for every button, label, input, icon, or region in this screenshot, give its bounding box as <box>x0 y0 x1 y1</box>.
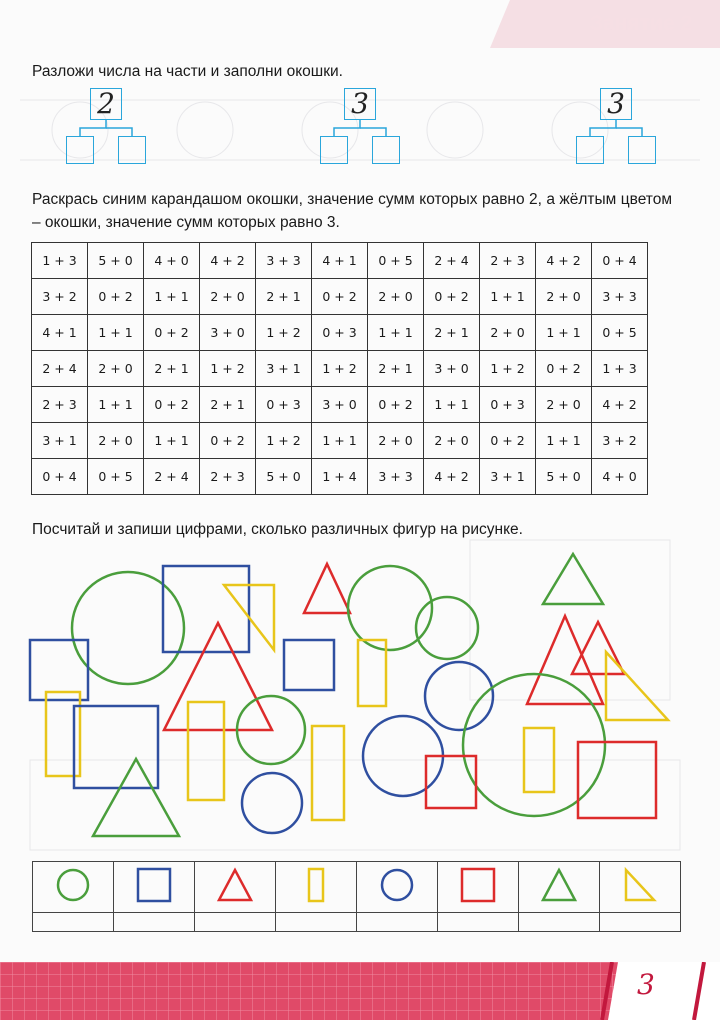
sum-cell[interactable]: 4 + 2 <box>592 387 648 423</box>
yellow-triangle-icon <box>620 867 660 903</box>
sums-row <box>32 423 648 459</box>
sums-table <box>31 242 648 495</box>
green-triangle <box>93 759 179 836</box>
sum-cell[interactable]: 2 + 3 <box>480 243 536 279</box>
sum-cell[interactable]: 1 + 2 <box>480 351 536 387</box>
sum-cell[interactable]: 0 + 2 <box>368 387 424 423</box>
number-box: 2 <box>90 88 122 120</box>
sum-cell[interactable]: 1 + 1 <box>536 423 592 459</box>
answer-cell[interactable] <box>276 913 357 932</box>
sum-cell[interactable]: 0 + 2 <box>536 351 592 387</box>
sum-cell[interactable]: 0 + 3 <box>480 387 536 423</box>
sum-cell[interactable]: 4 + 1 <box>312 243 368 279</box>
yellow-rectangle <box>524 728 554 792</box>
sum-cell[interactable]: 2 + 0 <box>88 423 144 459</box>
lesson-title: Занятие 2 <box>590 12 693 35</box>
answer-cell[interactable] <box>357 913 438 932</box>
sums-row <box>32 387 648 423</box>
number-tree-1 <box>66 88 146 166</box>
sum-cell[interactable]: 0 + 3 <box>256 387 312 423</box>
sum-cell[interactable]: 5 + 0 <box>256 459 312 495</box>
sum-cell[interactable]: 4 + 1 <box>32 315 88 351</box>
sum-cell[interactable]: 3 + 2 <box>32 279 88 315</box>
sum-cell[interactable]: 3 + 0 <box>312 387 368 423</box>
legend-cell <box>600 862 681 913</box>
sum-cell[interactable]: 3 + 0 <box>200 315 256 351</box>
sum-cell[interactable]: 2 + 1 <box>424 315 480 351</box>
task2-instruction: Раскрась синим карандашом окошки, значение сумм которых равно 2, а жёлтым цветом – окошки, значение сумм которых равно 3. <box>32 191 672 231</box>
answer-cell[interactable] <box>33 913 114 932</box>
sum-cell[interactable]: 1 + 2 <box>312 351 368 387</box>
red-triangle <box>527 616 603 704</box>
green-circle <box>348 566 432 650</box>
legend-cell <box>195 862 276 913</box>
sum-cell[interactable]: 4 + 0 <box>144 243 200 279</box>
sum-cell[interactable]: 2 + 0 <box>88 351 144 387</box>
sum-cell[interactable]: 1 + 2 <box>200 351 256 387</box>
sum-cell[interactable]: 0 + 4 <box>32 459 88 495</box>
sum-cell[interactable]: 2 + 1 <box>144 351 200 387</box>
sum-cell[interactable]: 3 + 1 <box>32 423 88 459</box>
sum-cell[interactable]: 1 + 1 <box>144 279 200 315</box>
sum-cell[interactable]: 1 + 1 <box>368 315 424 351</box>
sum-cell[interactable]: 5 + 0 <box>88 243 144 279</box>
sum-cell[interactable]: 1 + 1 <box>144 423 200 459</box>
footer-band <box>0 962 720 1020</box>
count-table <box>32 861 681 932</box>
blue-square-icon <box>134 867 174 903</box>
yellow-rectangle <box>188 702 224 800</box>
sum-cell[interactable]: 1 + 1 <box>536 315 592 351</box>
sum-cell[interactable]: 0 + 2 <box>88 279 144 315</box>
sum-cell[interactable]: 0 + 2 <box>200 423 256 459</box>
sum-cell[interactable]: 0 + 2 <box>312 279 368 315</box>
sum-cell[interactable]: 1 + 3 <box>32 243 88 279</box>
sums-row <box>32 243 648 279</box>
legend-cell <box>33 862 114 913</box>
sum-cell[interactable]: 5 + 0 <box>536 459 592 495</box>
sum-cell[interactable]: 3 + 0 <box>424 351 480 387</box>
sum-cell[interactable]: 4 + 0 <box>592 459 648 495</box>
sum-cell[interactable]: 2 + 0 <box>368 279 424 315</box>
blue-square <box>284 640 334 690</box>
answer-box[interactable] <box>372 136 400 164</box>
sums-row <box>32 315 648 351</box>
sum-cell[interactable]: 1 + 2 <box>256 423 312 459</box>
answer-cell[interactable] <box>114 913 195 932</box>
sum-cell[interactable]: 2 + 4 <box>424 243 480 279</box>
answer-box[interactable] <box>628 136 656 164</box>
number-tree-2 <box>320 88 400 166</box>
red-triangle <box>164 623 272 730</box>
number-box: 3 <box>344 88 376 120</box>
legend-cell <box>519 862 600 913</box>
answer-box[interactable] <box>320 136 348 164</box>
blue-square <box>163 566 249 652</box>
sum-cell[interactable]: 2 + 0 <box>536 387 592 423</box>
sums-row <box>32 351 648 387</box>
blue-circle-icon <box>377 867 417 903</box>
sum-cell[interactable]: 4 + 2 <box>200 243 256 279</box>
sum-cell[interactable]: 0 + 5 <box>592 315 648 351</box>
answer-cell[interactable] <box>519 913 600 932</box>
sum-cell[interactable]: 3 + 3 <box>256 243 312 279</box>
green-circle-icon <box>53 867 93 903</box>
yellow-rectangle <box>312 726 344 820</box>
sum-cell[interactable]: 1 + 2 <box>256 315 312 351</box>
sum-cell[interactable]: 0 + 2 <box>424 279 480 315</box>
shapes-picture <box>0 540 720 850</box>
answer-box[interactable] <box>66 136 94 164</box>
legend-cell <box>114 862 195 913</box>
sum-cell[interactable]: 0 + 4 <box>592 243 648 279</box>
sum-cell[interactable]: 2 + 1 <box>368 351 424 387</box>
answer-box[interactable] <box>576 136 604 164</box>
sum-cell[interactable]: 4 + 2 <box>424 459 480 495</box>
sum-cell[interactable]: 0 + 3 <box>312 315 368 351</box>
yellow-rectangle-icon <box>296 867 336 903</box>
legend-cell <box>438 862 519 913</box>
sum-cell[interactable]: 0 + 5 <box>368 243 424 279</box>
sum-cell[interactable]: 1 + 1 <box>88 387 144 423</box>
sum-cell[interactable]: 3 + 3 <box>368 459 424 495</box>
red-triangle-icon <box>215 867 255 903</box>
red-square-icon <box>458 867 498 903</box>
sum-cell[interactable]: 3 + 1 <box>256 351 312 387</box>
sum-cell[interactable]: 2 + 4 <box>144 459 200 495</box>
task3-instruction: Посчитай и запиши цифрами, сколько различных фигур на рисунке. <box>32 521 523 538</box>
sum-cell[interactable]: 2 + 0 <box>368 423 424 459</box>
sum-cell[interactable]: 2 + 1 <box>200 387 256 423</box>
sum-cell[interactable]: 3 + 3 <box>592 279 648 315</box>
sum-cell[interactable]: 2 + 1 <box>256 279 312 315</box>
number-tree-3 <box>576 88 656 166</box>
sum-cell[interactable]: 4 + 2 <box>536 243 592 279</box>
green-circle <box>416 597 478 659</box>
answer-cell[interactable] <box>438 913 519 932</box>
sum-cell[interactable]: 2 + 4 <box>32 351 88 387</box>
sum-cell[interactable]: 3 + 1 <box>480 459 536 495</box>
answer-cell[interactable] <box>600 913 681 932</box>
sum-cell[interactable]: 1 + 4 <box>312 459 368 495</box>
sum-cell[interactable]: 3 + 2 <box>592 423 648 459</box>
sum-cell[interactable]: 2 + 0 <box>536 279 592 315</box>
answer-box[interactable] <box>118 136 146 164</box>
legend-cell <box>276 862 357 913</box>
sums-row <box>32 459 648 495</box>
sum-cell[interactable]: 0 + 2 <box>144 387 200 423</box>
sum-cell[interactable]: 0 + 5 <box>88 459 144 495</box>
page-number: 3 <box>637 968 655 1001</box>
sum-cell[interactable]: 1 + 1 <box>424 387 480 423</box>
red-triangle <box>304 564 350 613</box>
sum-cell[interactable]: 1 + 1 <box>88 315 144 351</box>
sums-row <box>32 279 648 315</box>
number-box: 3 <box>600 88 632 120</box>
sum-cell[interactable]: 2 + 0 <box>424 423 480 459</box>
sum-cell[interactable]: 2 + 0 <box>200 279 256 315</box>
sum-cell[interactable]: 0 + 2 <box>144 315 200 351</box>
red-square <box>578 742 656 818</box>
sum-cell[interactable]: 1 + 1 <box>312 423 368 459</box>
yellow-triangle <box>606 652 668 720</box>
blue-circle <box>242 773 302 833</box>
green-triangle <box>543 554 603 604</box>
sum-cell[interactable]: 1 + 3 <box>592 351 648 387</box>
legend-cell <box>357 862 438 913</box>
sum-cell[interactable]: 2 + 3 <box>32 387 88 423</box>
sum-cell[interactable]: 2 + 0 <box>480 315 536 351</box>
answer-cell[interactable] <box>195 913 276 932</box>
task1-instruction: Разложи числа на части и заполни окошки. <box>32 63 343 80</box>
green-triangle-icon <box>539 867 579 903</box>
sum-cell[interactable]: 2 + 3 <box>200 459 256 495</box>
green-circle <box>463 674 605 816</box>
sum-cell[interactable]: 1 + 1 <box>480 279 536 315</box>
sum-cell[interactable]: 0 + 2 <box>480 423 536 459</box>
